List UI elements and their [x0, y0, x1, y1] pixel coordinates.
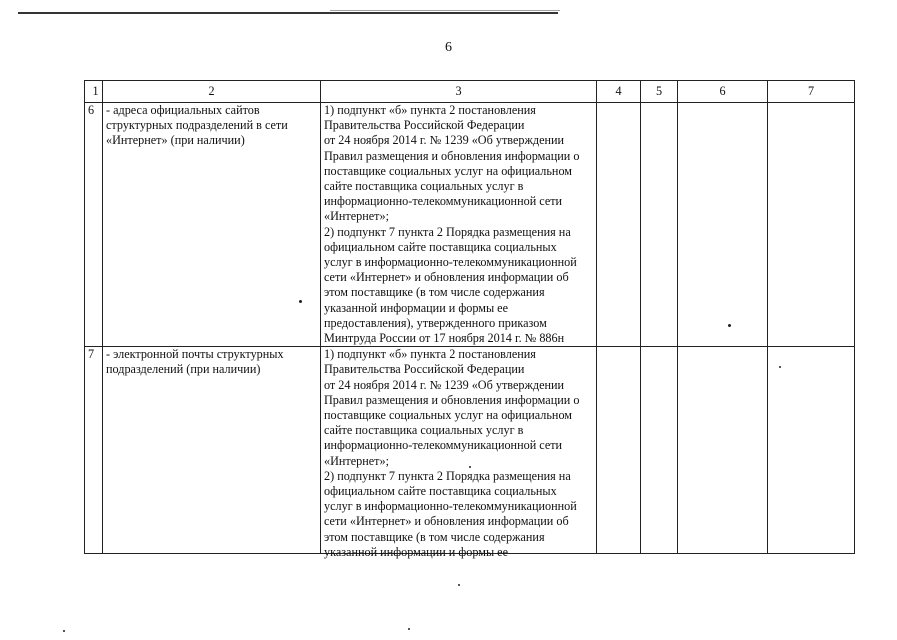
basis-line: от 24 ноября 2014 г. № 1239 «Об утверждении — [324, 133, 565, 148]
table-row — [85, 103, 855, 347]
basis-line: услуг в информационно-телекоммуникационной — [324, 255, 577, 270]
scan-speck — [469, 466, 471, 468]
item-description — [103, 347, 321, 554]
scan-artifact-line — [330, 10, 560, 11]
basis-line: указанной информации и формы ее — [324, 300, 509, 315]
basis-line: официальном сайте поставщика социальных — [324, 484, 557, 499]
legal-basis — [321, 347, 597, 559]
scan-speck — [299, 300, 302, 303]
basis-line: сети «Интернет» и обновления информации об — [324, 270, 569, 285]
item-line: «Интернет» (при наличии) — [106, 133, 245, 148]
basis-line: 2) подпункт 7 пункта 2 Порядка размещения на — [324, 224, 571, 239]
row-number: 7 — [85, 347, 103, 554]
item-description — [103, 103, 321, 347]
document-table — [84, 80, 855, 559]
basis-line: 2) подпункт 7 пункта 2 Порядка размещения на — [324, 468, 571, 483]
basis-line: «Интернет»; — [324, 209, 389, 224]
column-header: 2 — [103, 81, 321, 103]
empty-cell — [768, 347, 855, 554]
scan-speck — [728, 324, 731, 327]
basis-line: Правительства Российской Федерации — [324, 362, 525, 377]
item-line: - электронной почты структурных — [106, 347, 284, 362]
basis-line: сайте поставщика социальных услуг в — [324, 423, 524, 438]
basis-line: официальном сайте поставщика социальных — [324, 239, 557, 254]
item-line: подразделений (при наличии) — [106, 362, 261, 377]
item-line: - адреса официальных сайтов — [106, 103, 260, 117]
empty-cell — [678, 347, 768, 554]
basis-line: поставщике социальных услуг на официальном — [324, 408, 573, 423]
basis-line: этом поставщике (в том числе содержания — [324, 285, 545, 300]
basis-line: услуг в информационно-телекоммуникационной — [324, 499, 577, 514]
column-header: 6 — [678, 81, 768, 103]
item-line: структурных подразделений в сети — [106, 118, 288, 133]
empty-cell — [597, 347, 641, 554]
scan-speck — [779, 366, 781, 368]
basis-line: сети «Интернет» и обновления информации об — [324, 514, 569, 529]
basis-line: 1) подпункт «б» пункта 2 постановления — [324, 347, 536, 362]
basis-line: Минтруда России от 17 ноября 2014 г. № 886н — [324, 331, 565, 346]
empty-cell — [641, 347, 678, 554]
column-header: 7 — [768, 81, 855, 103]
legal-basis — [321, 103, 597, 347]
basis-line: Правил размещения и обновления информации о — [324, 148, 580, 163]
column-header: 3 — [321, 81, 597, 103]
scan-speck — [408, 628, 410, 630]
empty-cell — [597, 103, 641, 347]
table-header-row — [85, 81, 855, 103]
basis-line: от 24 ноября 2014 г. № 1239 «Об утверждении — [324, 377, 565, 392]
empty-cell — [641, 103, 678, 347]
row-number: 6 — [85, 103, 103, 347]
basis-line: Правительства Российской Федерации — [324, 118, 525, 133]
basis-line: предоставления), утвержденного приказом — [324, 315, 547, 330]
scan-speck — [63, 630, 65, 632]
column-header: 5 — [641, 81, 678, 103]
basis-line: «Интернет»; — [324, 453, 389, 468]
empty-cell — [768, 103, 855, 347]
basis-line: 1) подпункт «б» пункта 2 постановления — [324, 103, 536, 117]
legal-basis-clip — [324, 347, 593, 559]
table-row — [85, 347, 855, 554]
column-header: 4 — [597, 81, 641, 103]
basis-line: указанной информации и формы ее — [324, 544, 509, 559]
basis-line: этом поставщике (в том числе содержания — [324, 529, 545, 544]
column-header: 1 — [85, 81, 103, 103]
basis-line: информационно-телекоммуникационной сети — [324, 438, 563, 453]
basis-line: поставщике социальных услуг на официальном — [324, 163, 573, 178]
basis-line: информационно-телекоммуникационной сети — [324, 194, 563, 209]
scan-speck — [458, 584, 460, 586]
scan-artifact-line — [18, 12, 558, 14]
basis-line: Правил размещения и обновления информации о — [324, 392, 580, 407]
basis-line: сайте поставщика социальных услуг в — [324, 179, 524, 194]
page-number: 6 — [445, 40, 452, 55]
empty-cell — [678, 103, 768, 347]
